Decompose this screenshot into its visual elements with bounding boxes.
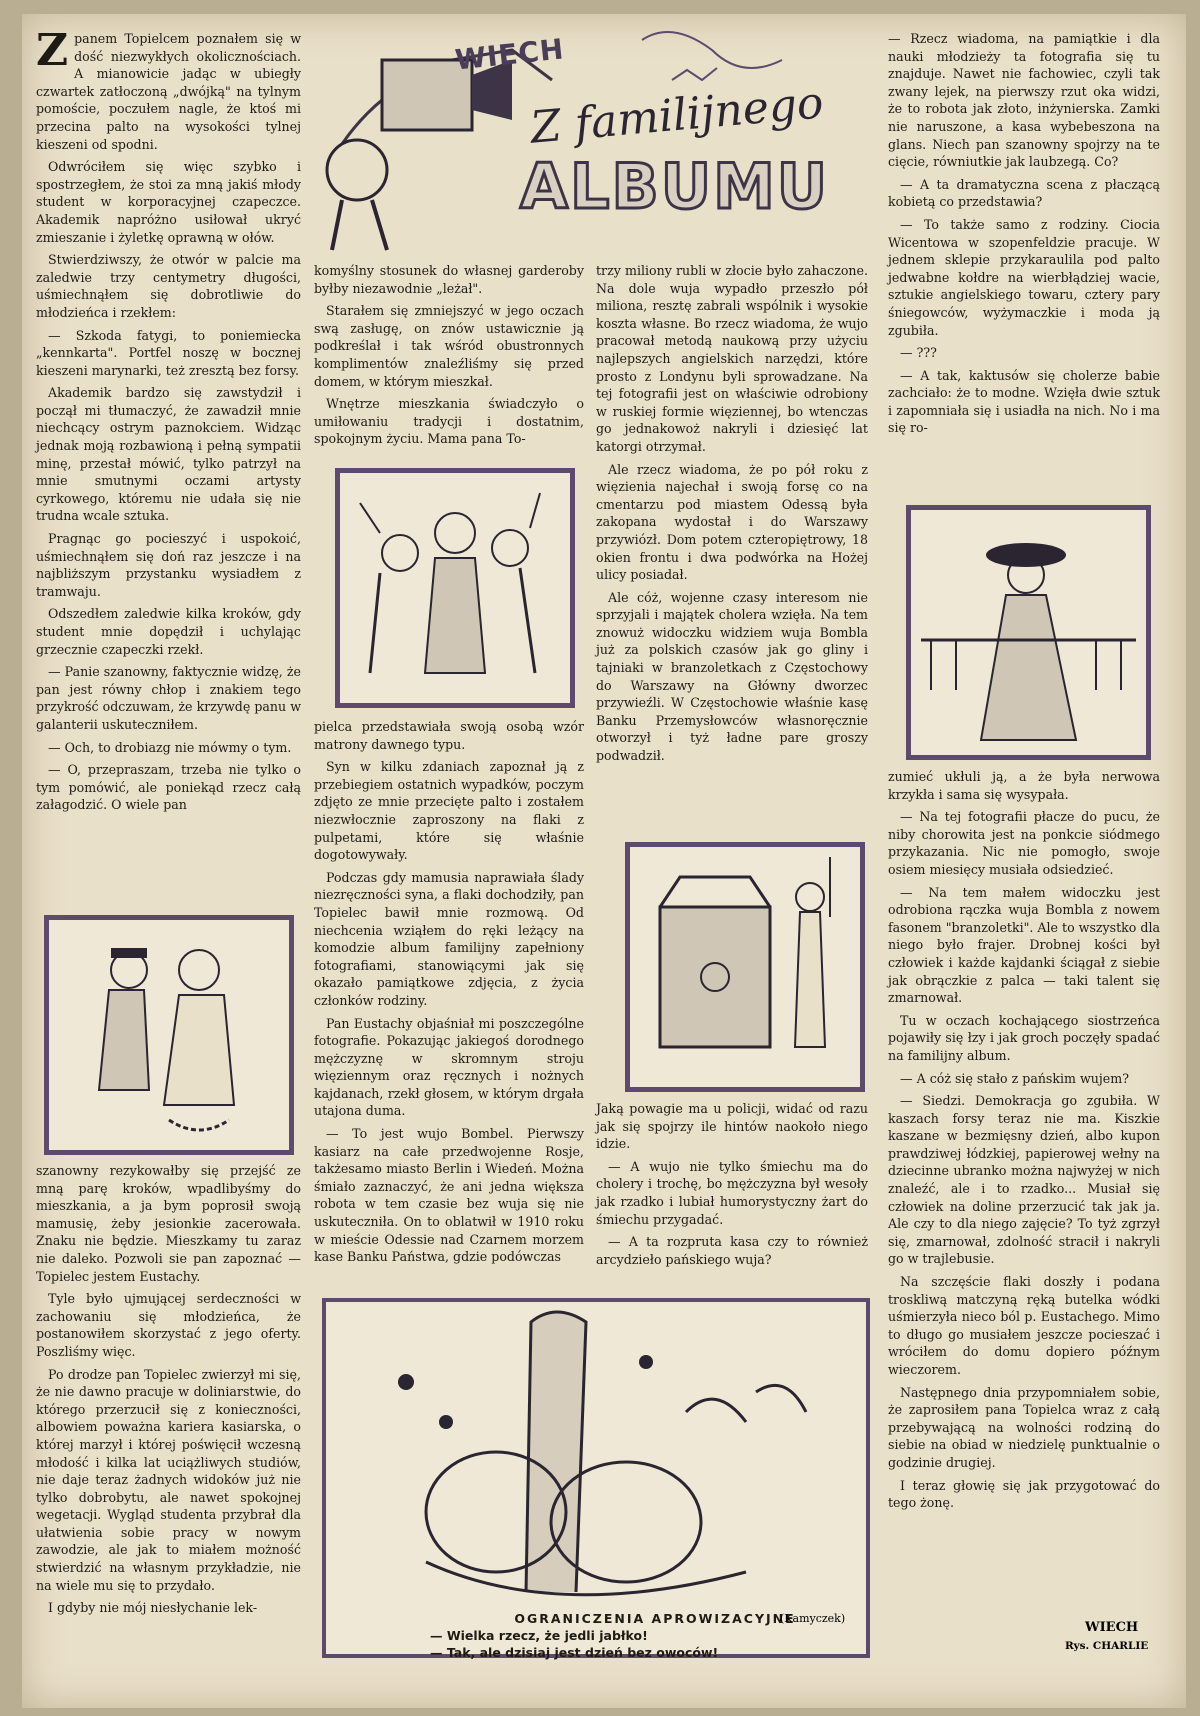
paragraph: zumieć ukłuli ją, a że była nerwowa krzykła i sama się wysypała. (888, 769, 1160, 802)
cartoon-title: OGRANICZENIA APROWIZACYJNE (514, 1611, 796, 1626)
cartoon-lions (322, 1298, 870, 1658)
author-brand: WIECH (453, 32, 566, 77)
paragraph: Tyle było ujmującej serdeczności w zachowaniu się młodzieńca, że postanowiłem skorzystać z jego oferty. Poszliśmy więc. (36, 1291, 301, 1359)
paragraph: — Na tej fotografii płacze do pucu, że niby chorowita jest na ponkcie siódmego przykazania. Nic nie pomogło, swoje osiem miesięcy musiała odsiedzieć. (888, 809, 1160, 877)
paragraph: — A tak, kaktusów się cholerze babie zachciało: że to modne. Wzięła dwie sztuk i zapomniała się i usiadła na nich. No i ma się ro- (888, 367, 1160, 436)
paragraph: — A cóż się stało z pańskim wujem? (900, 1070, 1129, 1086)
paragraph: — O, przepraszam, trzeba nie tylko o tym pomówić, ale poniekąd rzecz całą załagodzić. O wiele pan (36, 762, 301, 813)
paragraph: Tu w oczach kochającego siostrzeńca pojawiły się łzy i jak groch poczęły spadać na familijny album. (888, 1012, 1160, 1063)
cartoon-credit: (Kamyczek) (780, 1612, 846, 1625)
paragraph: — Och, to drobiazg nie mówmy o tym. (48, 739, 292, 755)
illustrator-credit: Rys. CHARLIE (1065, 1640, 1149, 1652)
paragraph: Starałem się zmniejszyć w jego oczach swą zasługę, on znów ustawicznie ją podkreślał i tak wśród obustronnych komplimentów znaleźliśmy się przed domem, w którym mieszkał. (314, 303, 584, 389)
column-4 (888, 30, 1160, 442)
illustration-opened-safe (625, 842, 865, 1092)
paragraph: — Siedzi. Demokracja go zgubiła. W kaszach forsy teraz nie ma. Kiszkie kaszane w bezmięsny dzień, albo kupon prawdziwej łódzkiej, papierowej wełny na dziecinne ubranko można najwyżej w nich znaleźć, ale i to rzadko... Musiał się człowiek na doline przerzucić tak jak ja. Ale czy to dla niego zajęcie? To tyż zgrzył się, zmarnował, zdolność stracił i nakryli go w trajlebusie. (888, 1093, 1160, 1267)
paragraph: — To także samo z rodziny. Ciocia Wicentowa w szopenfeldzie pracuje. W jednem sklepie przykaraulila pod palto jedwabne kołdre na wierbłądziej wacie, sztukie angielskiego towaru, cztery pary śniegowców, wyżymaczkie i moda ją zgubiła. (888, 216, 1160, 338)
paragraph: Zpanem Topielcem poznałem się w dość niezwykłych okolicznościach. A mianowicie jadąc w ubiegły czwartek zatłoczoną „dwójką" na tylnym pomoście, poczułem nagle, że ktoś mi przecina palto na wysokości tylnej kieszeni od spodni. (36, 25, 301, 152)
column-3 (596, 262, 868, 770)
paragraph: — A ta rozpruta kasa czy to również arcydzieło pańskiego wuja? (596, 1234, 868, 1267)
illustration-bombel-arrested (335, 468, 575, 708)
paragraph: Odszedłem zaledwie kilka kroków, gdy student mnie dopędził i uchylając grzecznie czapeczki rzekł. (36, 606, 301, 657)
paragraph: komyślny stosunek do własnej garderoby byłby niezawodnie „leżał". (314, 263, 584, 296)
column-2-continued (314, 718, 584, 1271)
paragraph: — Szkoda fatygi, to poniemiecka „kennkarta". Portfel noszę w bocznej kieszeni marynarki, też zresztą bez forsy. (36, 327, 301, 378)
column-1-continued (36, 1162, 301, 1622)
paragraph: I gdyby nie mój niesłychanie lek- (48, 1600, 258, 1616)
paragraph: Syn w kilku zdaniach zapoznał ją z przebiegiem ostatnich wypadków, poczym zdjęto ze mnie przecięte palto i zostałem niezwłocznie zaproszony na flaki z pulpetami, które się właśnie dogotowywały. (314, 759, 584, 863)
paragraph: Odwróciłem się więc szybko i spostrzegłem, że stoi za mną jakiś młody student w korporacyjnej czapeczce. Akademik napróżno usiłował ukryć zmieszanie i żyletkę oprawną w ołów. (36, 159, 301, 245)
paragraph: Pan Eustachy objaśniał mi poszczególne fotografie. Pokazując jakiegoś dorodnego mężczyznę w skromnym stroju więziennym oraz ręcznych i nożnych kajdanach, rzekł głosem, w którym drgała utajona duma. (314, 1015, 584, 1119)
column-3-continued (596, 1100, 868, 1273)
illustration-crying-woman (906, 505, 1151, 760)
drop-cap: Z (36, 25, 69, 76)
paragraph: — Rzecz wiadoma, na pamiątkie i dla nauki młodzieży ta fotografia się tu znajduje. Nawet nie fachowiec, czyli tak zwany lejek, na pierwszy rzut oka widzi, że to robota jak złoto, inżynierska. Zamki nie naruszone, a kasa wybebeszona na glans. Niech pan szanowny spojrzy na te cięcie, równiutkie jak laubzegą. Co? (888, 31, 1160, 170)
paragraph: — A ta dramatyczna scena z płaczącą kobietą co przedstawia? (888, 176, 1160, 210)
paragraph: Ale rzecz wiadoma, że po pół roku z więzienia najechał i swoją forsę co na cmentarzu pod miastem Odessą była zakopana wydostał i do Warszawy przywiózł. Dom potem czteropiętrowy, 18 okien frontu i dwa podwórka na Hożej ulicy posiadał. (596, 461, 868, 583)
paragraph: Ale cóż, wojenne czasy interesom nie sprzyjali i majątek cholera wzięła. Na tem znowuż widoczku widziem wuja Bombla już za polskich czasów jak go gliny i tajniaki w branzoletkach z Częstochowy do Warszawy na Główny dworzec przywieźli. W Częstochowie właśnie kasę Banku Przemysłowców własnoręcznie otworzył i tyż ładne pare groszy podwadził. (596, 589, 868, 764)
paragraph: — ??? (900, 345, 937, 361)
paragraph: — Na tem małem widoczku jest odrobiona rączka wuja Bombla z nowem fasonem "branzoletki". Ale to wszystko dla niego było frajer. Drobnej kości był człowiek i każde kajdanki ściągał z siebie jak obrączkie z palca — taki talent się zmarnował. (888, 884, 1160, 1006)
column-4-continued (888, 768, 1160, 1517)
header-subtitle: Z familijnego (528, 77, 826, 154)
paragraph: Jaką powagie ma u policji, widać od razu jak się spojrzy ile hintów naokoło niego idzie. (596, 1101, 868, 1152)
paragraph: Wnętrze mieszkania świadczyło o umiłowaniu tradycji i dostatnim, spokojnym życiu. Mama pana To- (314, 396, 584, 447)
paragraph: trzy miliony rubli w złocie było zahaczone. Na dole wuja wypadło przeszło pół miliona, resztę zabrali wspólnik i wysokie koszta własne. Bo rzecz wiadoma, że wujo pracował metodą naukową przy użyciu najlepszych angielskich narzędzi, które prosto z Londynu byli sprowadzane. Na tej fotografii jest on właściwie odrobiony w ruskiej formie więziennej, bo wtenczas go jednakowoż nakryli i dziesięć lat katorgi otrzymał. (596, 263, 868, 454)
paragraph: szanowny rezykowałby się przejść ze mną parę kroków, wpadlibyśmy do mieszkania, a ja bym poprosił swoją mamusię, żeby jesionkie zacerowała. Znaku nie będzie. Mieszkamy tu zaraz nie daleko. Pozwoli sie pan zapoznać — Topielec jestem Eustachy. (36, 1163, 301, 1284)
paragraph: — To jest wujo Bombel. Pierwszy kasiarz na całe przedwojenne Rosje, takżesamo miasto Berlin i Wiedeń. Można śmiało zaznaczyć, że ani jedna większa robota w tem czasie bez wuja się nie uskuteczniła. On to oblatwił w 1910 roku w mieście Odessie nad Czarnem morzem kase Banku Państwa, gdzie podówczas (314, 1126, 584, 1265)
paragraph: Podczas gdy mamusia naprawiała ślady niezręczności syna, a flaki dochodziły, pan Topielec bawił mnie rozmową. Od niechcenia wziąłem do ręki leżący na komodzie album familijny zapełniony fotografiami, stanowiącymi jak się okazało pamiątkowe zdjęcia, z życia członków rodziny. (314, 869, 584, 1008)
paragraph: — Panie szanowny, faktycznie widzę, że pan jest równy chłop i znakiem tego przykrość odczuwam, że krzywdę panu w galanterii uskuteczniłem. (36, 664, 301, 732)
signature: WIECH (1085, 1620, 1139, 1635)
cartoon-line-1: — Wielka rzecz, że jedli jabłko! (430, 1628, 648, 1643)
header-title: ALBUMU (520, 150, 830, 223)
illustration-prisoner-in-chains (44, 915, 294, 1155)
cartoon-line-2: — Tak, ale dzisiaj jest dzień bez owoców! (430, 1645, 719, 1660)
column-1 (36, 25, 301, 819)
paragraph: Na szczęście flaki doszły i podana troskliwą matczyną ręką butelka wódki uśmierzyła nieco ból p. Eustachego. Mimo to długo go musiałem jeszcze pocieszać i wróciłem do domu dopiero późnym wieczorem. (888, 1274, 1160, 1377)
paragraph: pielca przedstawiała swoją osobą wzór matrony dawnego typu. (314, 719, 584, 752)
paragraph: — A wujo nie tylko śmiechu ma do cholery i trochę, bo mężczyzna był wesoły jak rzadko i lubiał humorystyczny żart do śmiechu przygadać. (596, 1158, 868, 1227)
paragraph: Następnego dnia przypomniałem sobie, że zaprosiłem pana Topielca wraz z całą przebywającą na wolności rodziną do siebie na obiad w niedzielę punktualnie o godzinie drugiej. (888, 1384, 1160, 1470)
paragraph: I teraz głowię się jak przygotować do tego żonę. (888, 1477, 1160, 1511)
paragraph: Po drodze pan Topielec zwierzył mi się, że nie dawno pracuje w doliniarstwie, do którego przerzucił się z konieczności, albowiem poważna kariera kasiarska, o której marzył i której poświęcił wczesną młodość i kilka lat uciążliwych studiów, nie daje teraz żadnych widoków już nie tylko dobrobytu, ale nawet spokojnej wegetacji. Wygląd studenta przybrał dla ułatwienia sobie pracy w nowym zawodzie, ale jak to miałem możność stwierdzić na własnym przykładzie, nie na wiele mu się to przydało. (36, 1366, 301, 1593)
paragraph: Pragnąc go pocieszyć i uspokoić, uśmiechnąłem się doń raz jeszcze i na najbliższym przystanku wysiadłem z tramwaju. (36, 531, 301, 599)
column-2 (314, 262, 584, 453)
paragraph: Akademik bardzo się zawstydził i począł mi tłumaczyć, że zawadził mnie niechcący ostrym paznokciem. Widząc jednak moją rozbawioną i pełną sympatii minę, przestał mówić, tylko patrzył na mnie smutnymi oczami artysty cyrkowego, któremu nie udała się nie trudna wcale sztuka. (36, 385, 301, 524)
paragraph: Stwierdziwszy, że otwór w palcie ma zaledwie trzy centymetry długości, uśmiechnąłem się dobrotliwie do młodzieńca i rzekłem: (36, 252, 301, 320)
